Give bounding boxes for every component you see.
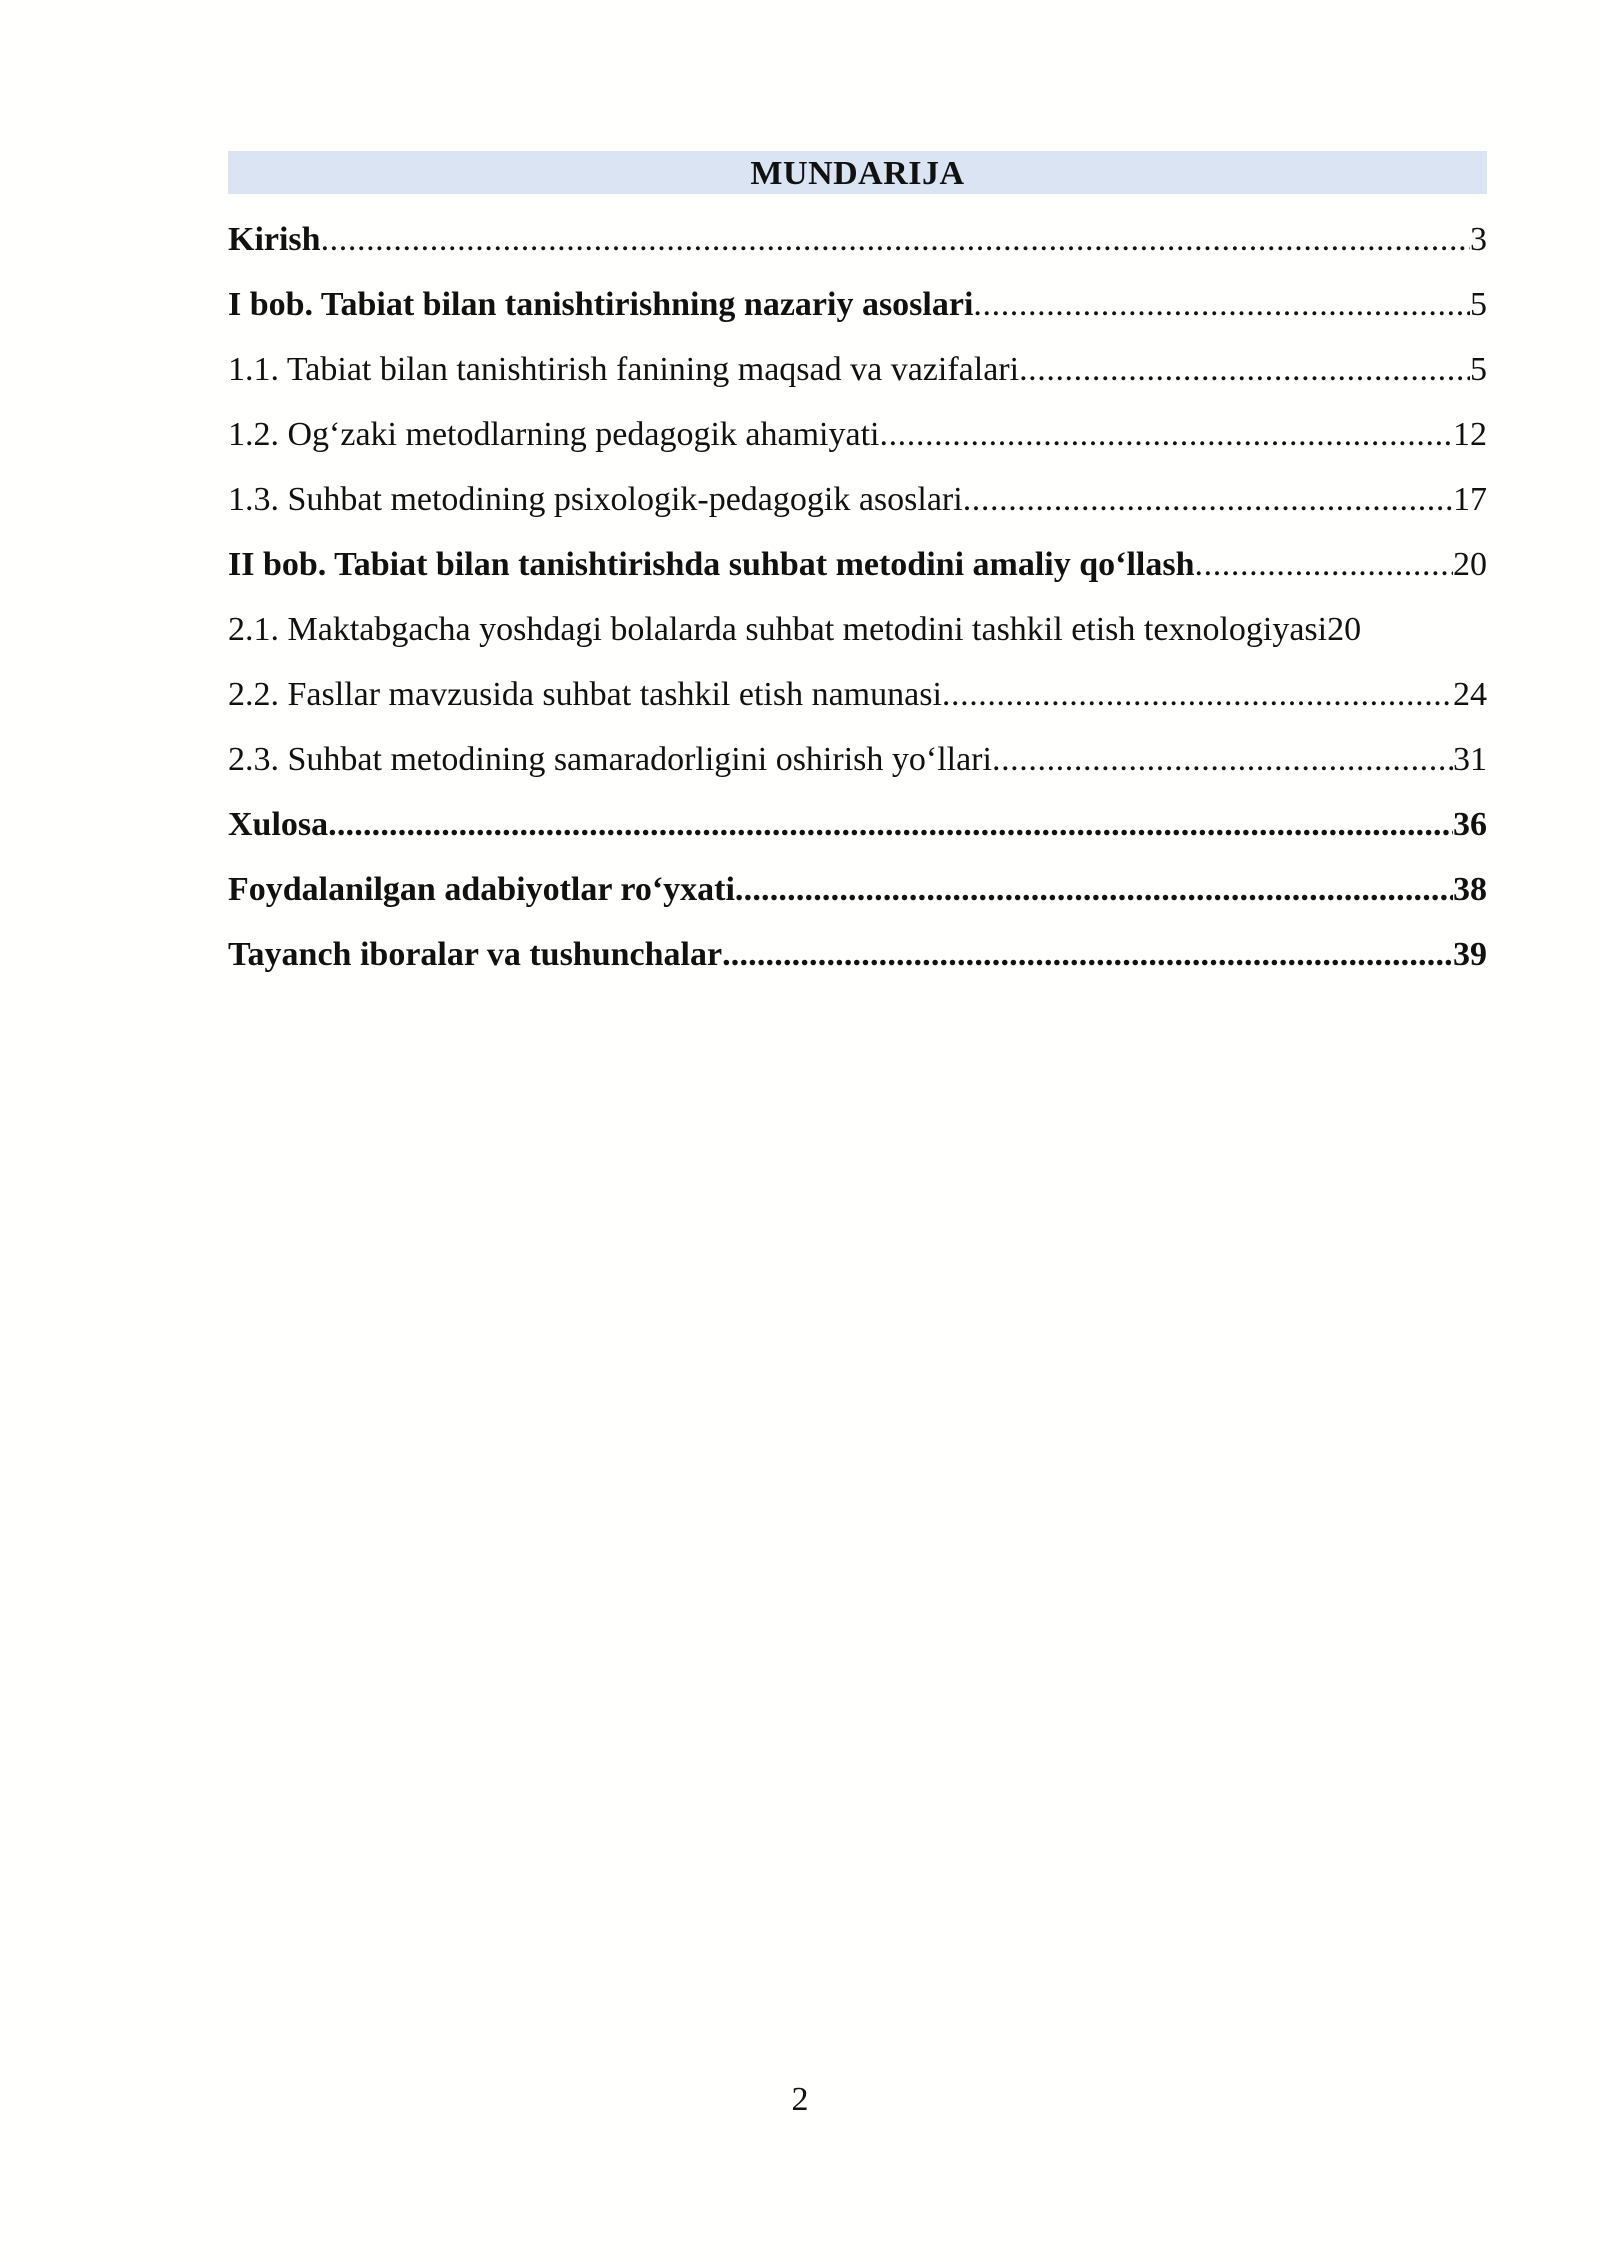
toc-entry-section-2-1[interactable] (228, 597, 1487, 662)
toc-dot-leader (328, 792, 1453, 857)
toc-dot-leader (992, 727, 1453, 792)
toc-entry-title: II bob. Tabiat bilan tanishtirishda suhbat metodini amaliy qo‘llash (228, 546, 1195, 583)
table-of-contents (228, 207, 1487, 987)
toc-entry-glossary[interactable] (228, 922, 1487, 987)
toc-entry-title: Kirish (228, 221, 321, 258)
toc-entry-title: Xulosa (228, 806, 329, 843)
toc-entry-page: 36 (1453, 806, 1487, 843)
toc-dot-leader (735, 857, 1453, 922)
toc-dot-leader (321, 207, 1470, 272)
toc-entry-page: 3 (1470, 221, 1487, 258)
toc-entry-title: 2.3. Suhbat metodining samaradorligini oshirish yo‘llari (228, 741, 992, 778)
toc-dot-leader (1195, 532, 1454, 597)
toc-entry-section-2-3[interactable] (228, 727, 1487, 792)
toc-entry-page: 39 (1453, 936, 1487, 973)
toc-entry-page: 38 (1453, 871, 1487, 908)
toc-entry-title: 2.2. Fasllar mavzusida suhbat tashkil etish namunasi (228, 676, 942, 713)
toc-entry-section-1-1[interactable] (228, 337, 1487, 402)
toc-entry-title: I bob. Tabiat bilan tanishtirishning nazariy asoslari (228, 286, 974, 323)
toc-entry-section-2-2[interactable] (228, 662, 1487, 727)
toc-entry-section-1-3[interactable] (228, 467, 1487, 532)
toc-entry-title: Tayanch iboralar va tushunchalar (228, 936, 723, 973)
toc-entry-title: Foydalanilgan adabiyotlar ro‘yxati (228, 871, 735, 908)
toc-dot-leader (879, 402, 1453, 467)
toc-dot-leader (963, 467, 1453, 532)
toc-entry-page: 31 (1453, 741, 1487, 778)
toc-dot-leader (722, 922, 1453, 987)
toc-entry-page: 5 (1470, 351, 1487, 388)
toc-entry-page: 5 (1470, 286, 1487, 323)
toc-entry-page: 20 (1327, 611, 1362, 648)
toc-entry-page: 20 (1453, 546, 1487, 583)
page-number: 2 (791, 2081, 809, 2118)
toc-entry-page: 24 (1453, 676, 1487, 713)
toc-entry-page: 12 (1453, 416, 1487, 453)
toc-entry-chapter-1[interactable] (228, 272, 1487, 337)
toc-entry-xulosa[interactable] (228, 792, 1487, 857)
toc-entry-references[interactable] (228, 857, 1487, 922)
toc-dot-leader (1019, 337, 1470, 402)
toc-entry-title: 1.3. Suhbat metodining psixologik-pedagogik asoslari (228, 481, 963, 518)
toc-entry-section-1-2[interactable] (228, 402, 1487, 467)
toc-entry-title: 2.1. Maktabgacha yoshdagi bolalarda suhbat metodini tashkil etish texnologiyasi (228, 611, 1328, 648)
toc-heading: MUNDARIJA (228, 151, 1487, 194)
toc-entry-chapter-2[interactable] (228, 532, 1487, 597)
toc-dot-leader (942, 662, 1453, 727)
toc-entry-title: 1.1. Tabiat bilan tanishtirish fanining maqsad va vazifalari (228, 351, 1020, 388)
toc-dot-leader (973, 272, 1470, 337)
toc-entry-title: 1.2. Og‘zaki metodlarning pedagogik ahamiyati (228, 416, 880, 453)
toc-entry-page: 17 (1453, 481, 1487, 518)
toc-entry-kirish[interactable] (228, 207, 1487, 272)
